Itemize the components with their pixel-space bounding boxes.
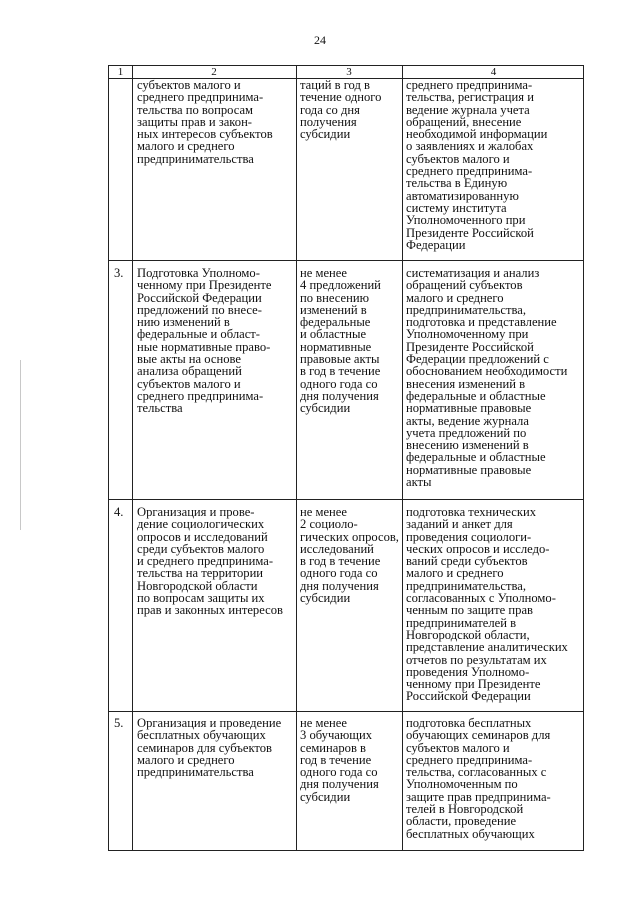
- measure-text: Подготовка Уполномо- ченному при Президенте Российской Федерации предложений по внесе- нию изменений в федеральные и област- ные нормативные право- вые акты на основе анализа обращений субъектов малого и среднего предпринима- тельства: [137, 266, 272, 416]
- column-header-2: 2: [211, 66, 217, 78]
- indicator-text: не менее 4 предложений по внесению изменений в федеральные и областные нормативные правовые акты в год в течение одного года со дня получения субсидии: [300, 266, 381, 416]
- row-number: 4.: [114, 505, 124, 519]
- activity-text: подготовка технических заданий и анкет для проведения социологи- ческих опросов и исследо- ваний среди субъектов малого и среднего предпринимательства, согласованных с Уполномо- ченным по защите прав предпринимателей в Новгородской области, представление аналитических отчетов по результатам их проведения Уполномо- ченному при Президенте Российской Федерации: [406, 505, 568, 704]
- measure-text: субъектов малого и среднего предпринима- тельства по вопросам защиты прав и закон- ных интересов субъектов малого и среднего предпринимательства: [137, 78, 273, 166]
- activity-text: систематизация и анализ обращений субъектов малого и среднего предпринимательства, подготовка и представление Уполномоченному при Президенте Российской Федерации предложений с обоснованием необходимости внесения изменений в федеральные и областные нормативные правовые акты, ведение журнала учета предложений по внесению изменений в федеральные и областные нормативные правовые акты: [406, 266, 568, 490]
- column-divider: [296, 66, 297, 850]
- page-number: 24: [314, 33, 326, 47]
- indicator-text: таций в год в течение одного года со дня получения субсидии: [300, 78, 382, 142]
- scan-margin-mark: [20, 360, 21, 530]
- column-divider: [132, 66, 133, 850]
- row-divider: [109, 260, 583, 261]
- column-header-4: 4: [490, 66, 497, 78]
- activity-text: среднего предпринима- тельства, регистрация и ведение журнала учета обращений, внесение необходимой информации о заявлениях и жалобах субъектов малого и среднего предпринима- тельства в Единую автоматизированную систему института Уполномоченного при Президенте Российской Федерации: [406, 78, 548, 252]
- column-header-1: 1: [117, 66, 124, 78]
- measures-table: [108, 65, 584, 851]
- activity-text: подготовка бесплатных обучающих семинаров для субъектов малого и среднего предпринима- тельства, согласованных с Уполномоченным по защите прав предпринима- телей в Новгородской области, проведение бесплатных обучающих: [406, 716, 551, 841]
- column-divider: [402, 66, 403, 850]
- row-number: 3.: [114, 266, 124, 280]
- indicator-text: не менее 3 обучающих семинаров в год в течение одного года со дня получения субсидии: [300, 716, 379, 804]
- measure-text: Организация и прове- дение социологических опросов и исследований среди субъектов малого и среднего предпринима- тельства на территории Новгородской области по вопросам защиты их прав и законных интересов: [137, 505, 283, 618]
- column-header-3: 3: [346, 66, 352, 78]
- measure-text: Организация и проведение бесплатных обучающих семинаров для субъектов малого и среднего предпринимательства: [137, 716, 282, 780]
- indicator-text: не менее 2 социоло- гических опросов, исследований в год в течение одного года со дня получения субсидии: [300, 505, 399, 606]
- row-divider: [109, 499, 583, 500]
- row-number: 5.: [114, 716, 124, 730]
- row-divider: [109, 711, 583, 712]
